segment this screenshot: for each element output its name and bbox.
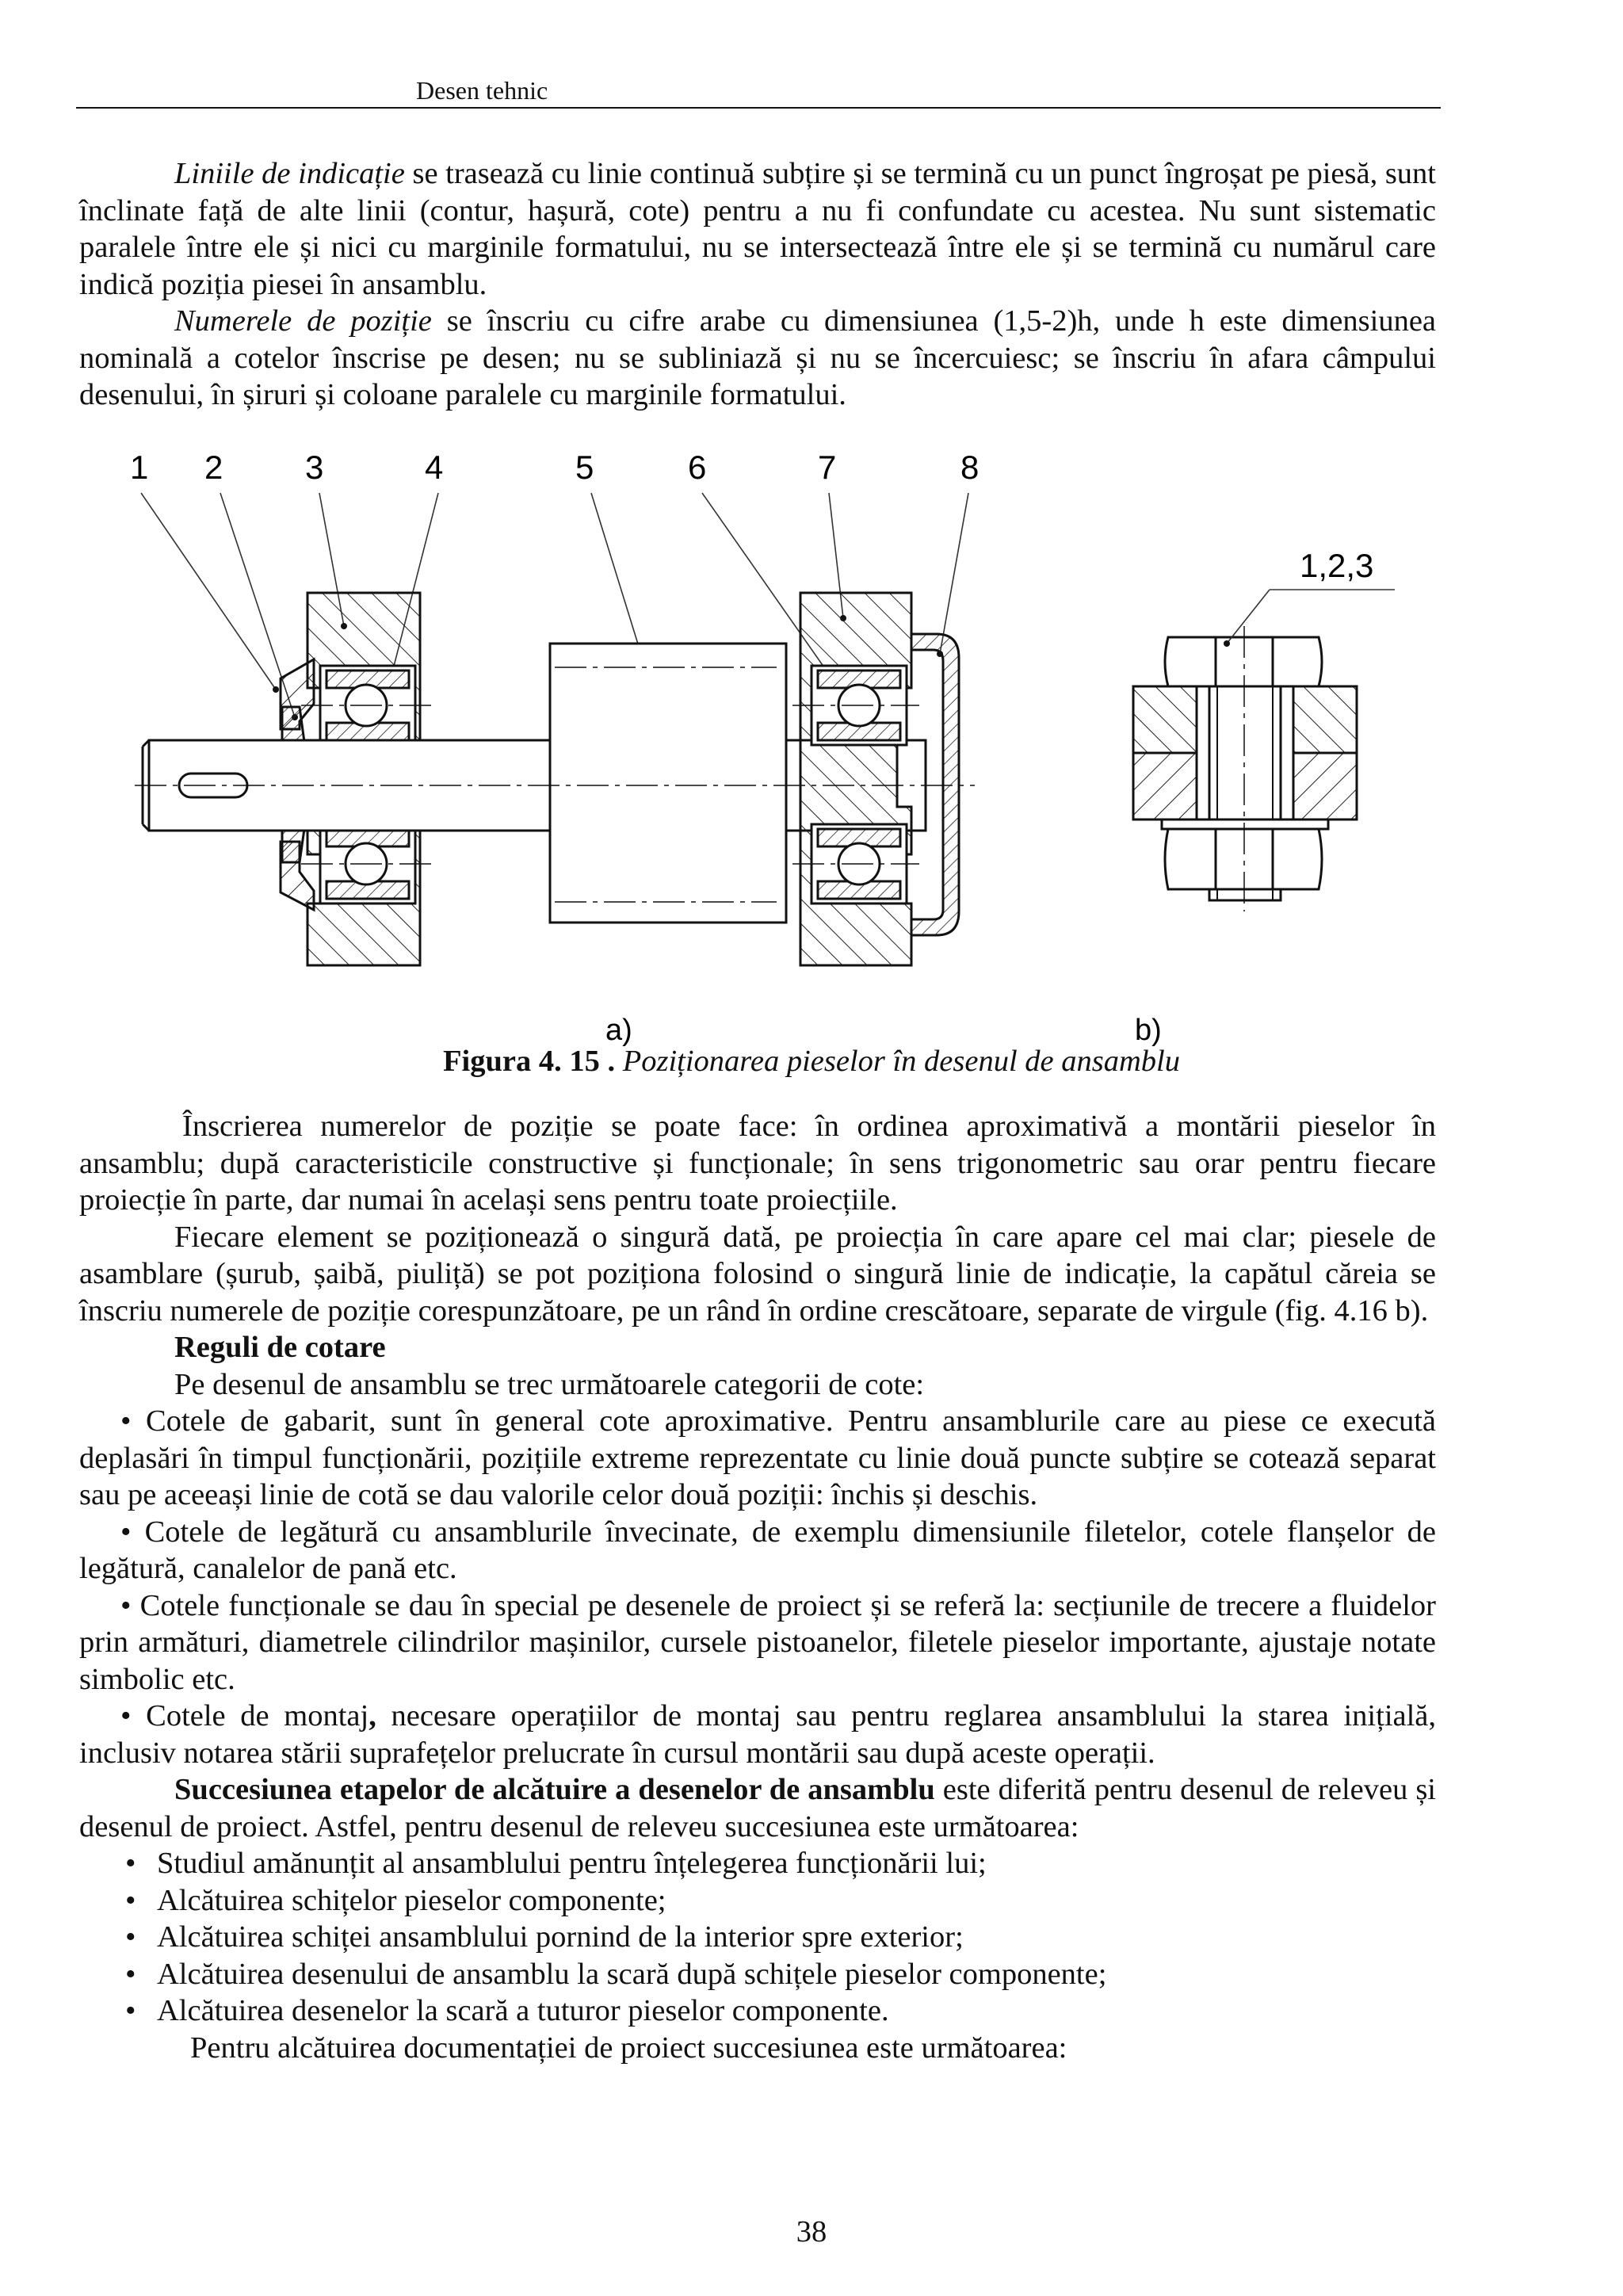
bullet-overall-dimensions [79,1403,1436,1514]
paragraph-sequence [79,1771,1436,1845]
list-item: • Alcătuirea schiței ansamblului pornind de la interior spre exterior; [125,1919,1436,1956]
paragraph-text: se trasează cu linie continuă subțire și se termină cu un punct îngroșat pe piesă, sunt înclinate față de alte linii (contur, hașură, cote) pentru a nu fi confundate cu acestea. Nu sunt sistematic paralele între ele și nici cu marginile formatului, nu se intersectează între ele și se termină cu numărul care indică poziția piesei în ansamblu. [79,157,1436,301]
label-8: 8 [960,449,980,486]
list-item: • Alcătuirea desenului de ansamblu la scară după schițele pieselor componente; [125,1956,1436,1993]
term-indication-lines: Liniile de indicație [174,157,405,190]
leader-dot-b [1224,640,1230,647]
bullet-icon: • [120,1404,147,1438]
shaft-assembly-drawing [143,593,959,965]
bullet-icon: • [120,1699,147,1733]
figure-number: Figura 4. 15 . [443,1045,616,1078]
bullet-text: necesare operațiilor de montaj sau pentru reglarea ansamblului la starea inițială, inclusiv notarea stării suprafețelor prelucrate în cursul montării sau după aceste operații. [79,1699,1437,1770]
paragraph-project-sequence: Pentru alcătuirea documentației de proiect succesiunea este următoarea: [190,2030,1067,2065]
paragraph-single-position: Fiecare element se poziționează o singură dată, pe proiecția în care apare cel mai clar; piesele de asamblare (șurub, șaibă, piuliță) se pot poziționa folosind o singură linie de indicație, la capătul căreia se înscriu numerele de poziție corespunzătoare, pe un rând în ordine crescătoare, separate de virgule (fig. 4.16 b). [79,1220,1436,1328]
section-title-dimensioning: Reguli de cotare [174,1331,386,1364]
bold-comma: , [369,1699,376,1733]
paragraph-numbering-order: Înscrierea numerelor de poziție se poate face: în ordinea aproximativă a montării pieselor în ansamblu; după caracteristicile constructive și funcționale; în sens trigonometric sau orar pentru fiecare proiecție în parte, dar numai în același sens pentru toate proiecțiile. [79,1110,1436,1217]
figure-title: Poziționarea pieselor în desenul de ansamblu [622,1045,1180,1078]
paragraph-text: se înscriu cu cifre arabe cu dimensiunea (1,5-2)h, unde h este dimensiunea nominală a cotelor înscrise pe desen; nu se subliniază și nu se încercuiesc; se înscriu în afara câmpului desenului, în șiruri și coloane paralele cu marginile formatului. [79,304,1437,411]
rules-intro: Pe desenul de ansamblu se trec următoarele categorii de cote: [174,1367,925,1401]
bullet-icon: • [120,1588,140,1622]
assembly-figure [0,0,1623,1046]
label-1: 1 [130,449,149,486]
bullet-functional-dimensions [79,1587,1436,1698]
label-5: 5 [575,449,594,486]
position-labels [130,449,979,486]
list-item: • Alcătuirea schițelor pieselor componente; [125,1882,1436,1920]
list-item: • Studiul amănunțit al ansamblului pentru înțelegerea funcționării lui; [125,1845,1436,1882]
label-3: 3 [305,449,324,486]
label-1-2-3: 1,2,3 [1300,547,1374,584]
term-position-numbers: Numerele de poziție [174,304,432,338]
label-2: 2 [204,449,223,486]
body-block [79,1108,1436,2066]
list-item: • Alcătuirea desenelor la scară a tuturor pieselor componente. [125,1992,1436,2030]
paragraph-text: este diferită pentru desenul de releveu și desenul de proiect. Astfel, pentru desenul de releveu succesiunea este următoarea: [79,1773,1436,1843]
term-sequence: Succesiunea etapelor de alcătuire a desenelor de ansamblu [174,1773,935,1806]
label-4: 4 [425,449,444,486]
subfigure-b-label: b) [1135,1014,1162,1046]
bullet-assembly-dimensions [79,1698,1436,1771]
bullet-icon: • [120,1515,145,1549]
page-number: 38 [796,2215,827,2248]
bullet-text: Cotele de montaj [146,1699,369,1733]
figure-caption [0,1044,1623,1079]
subfigure-a-label: a) [605,1014,632,1046]
leader-line-b [1227,590,1270,644]
bullet-text: Cotele de gabarit, sunt în general cote aproximative. Pentru ansamblurile care au piese ce execută deplasări în timpul funcționării, pozițiile extreme reprezentate cu linie două puncte subțire se cotează separat sau pe aceeași linie de cotă se dau valorile celor două poziții: închis și deschis. [79,1404,1436,1511]
label-6: 6 [688,449,707,486]
running-header: Desen tehnic [416,76,548,105]
bullet-text: Cotele funcționale se dau în special pe desenele de proiect și se referă la: secțiunile de trecere a fluidelor prin armături, diametrele cilindrilor mașinilor, cursele pistoanelor, filetele pieselor importante, ajustaje notate simbolic etc. [79,1588,1436,1696]
bolt-assembly-drawing [1133,637,1357,900]
bullet-connection-dimensions [79,1514,1436,1587]
label-7: 7 [818,449,837,486]
steps-list [79,1845,1436,2030]
bullet-text: Cotele de legătură cu ansamblurile învecinate, de exemplu dimensiunile filetelor, cotele flanșelor de legătură, canalelor de pană etc. [79,1515,1436,1585]
